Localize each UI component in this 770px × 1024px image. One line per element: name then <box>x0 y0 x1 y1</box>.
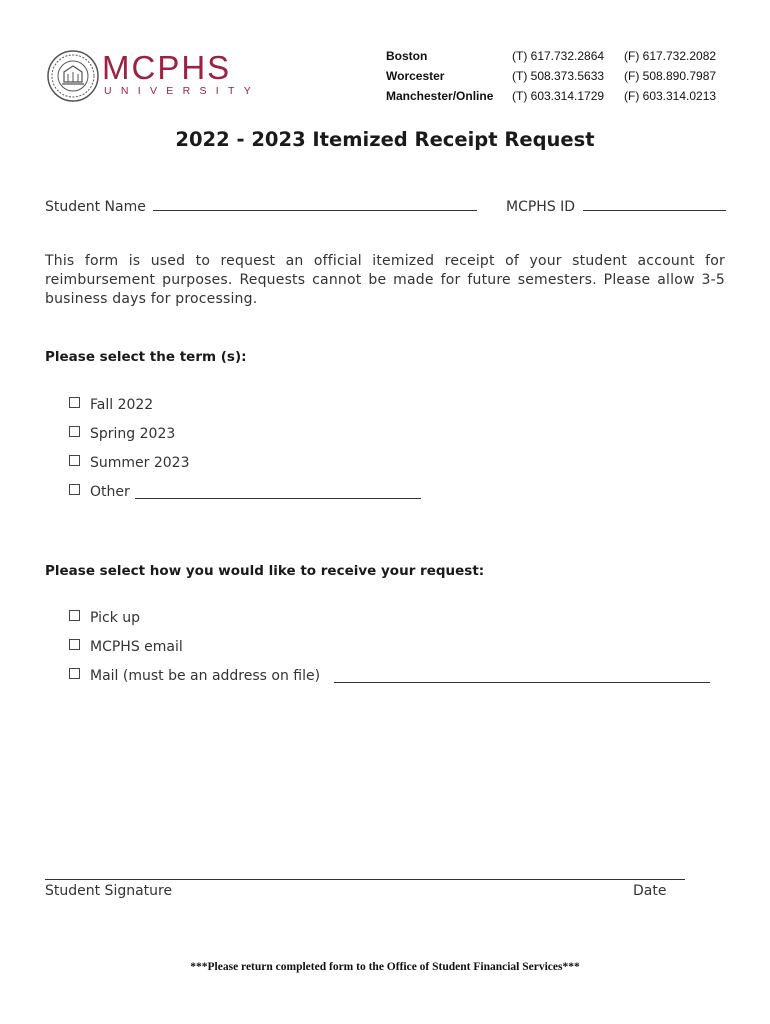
student-name-label: Student Name <box>45 199 146 215</box>
contact-fax: (F) 508.890.7987 <box>624 69 717 83</box>
mcphs-id-line[interactable] <box>583 197 726 211</box>
student-name-line[interactable] <box>153 197 477 211</box>
contact-city: Boston <box>386 49 428 63</box>
option-label: Mail (must be an address on file) <box>90 668 321 684</box>
contact-row <box>386 86 736 106</box>
contact-row <box>386 46 736 66</box>
signature-label: Student Signature <box>45 883 173 899</box>
checkbox[interactable] <box>69 610 80 621</box>
term-option-spring-2023[interactable] <box>69 426 175 442</box>
term-option-fall-2022[interactable] <box>69 397 153 413</box>
term-option-other[interactable] <box>69 484 421 500</box>
option-label: Spring 2023 <box>90 426 176 442</box>
term-option-summer-2023[interactable] <box>69 455 189 471</box>
checkbox[interactable] <box>69 426 80 437</box>
checkbox[interactable] <box>69 639 80 650</box>
signature-line[interactable] <box>45 879 685 880</box>
logo-wordmark: MCPHS <box>102 49 232 86</box>
other-term-line[interactable] <box>135 485 421 499</box>
checkbox[interactable] <box>69 397 80 408</box>
delivery-option-pick-up[interactable] <box>69 610 140 626</box>
logo-subtext: UNIVERSITY <box>104 85 261 97</box>
mail-address-line[interactable] <box>334 669 710 683</box>
contact-city: Worcester <box>386 69 445 83</box>
checkbox[interactable] <box>69 668 80 679</box>
page-title: 2022 - 2023 Itemized Receipt Request <box>175 128 595 151</box>
contact-phone: (T) 508.373.5633 <box>512 69 605 83</box>
option-label: Fall 2022 <box>90 397 154 413</box>
university-seal-icon <box>47 50 99 102</box>
checkbox[interactable] <box>69 484 80 495</box>
delivery-option-mail[interactable] <box>69 668 710 684</box>
contact-row <box>386 66 736 86</box>
mcphs-id-label: MCPHS ID <box>506 199 576 215</box>
mcphs-id-field[interactable] <box>506 197 726 215</box>
option-label: MCPHS email <box>90 639 183 655</box>
option-label: Other <box>90 484 130 500</box>
checkbox[interactable] <box>69 455 80 466</box>
intro-paragraph: This form is used to request an official itemized receipt of your student account for reimbursement purposes. Requests cannot be made for future semesters. Please allow 3-5 business days for processing. <box>45 253 725 307</box>
delivery-section-heading: Please select how you would like to receive your request: <box>45 563 485 579</box>
option-label: Summer 2023 <box>90 455 190 471</box>
date-label: Date <box>633 883 667 899</box>
term-section-heading: Please select the term (s): <box>45 349 247 365</box>
contact-city: Manchester/Online <box>386 89 494 103</box>
delivery-option-email[interactable] <box>69 639 183 655</box>
contact-info <box>386 46 736 106</box>
contact-fax: (F) 603.314.0213 <box>624 89 717 103</box>
contact-fax: (F) 617.732.2082 <box>624 49 717 63</box>
option-label: Pick up <box>90 610 141 626</box>
footer-note: ***Please return completed form to the Office of Student Financial Services*** <box>190 961 580 973</box>
contact-phone: (T) 603.314.1729 <box>512 89 605 103</box>
contact-phone: (T) 617.732.2864 <box>512 49 605 63</box>
student-name-field[interactable] <box>45 197 477 215</box>
